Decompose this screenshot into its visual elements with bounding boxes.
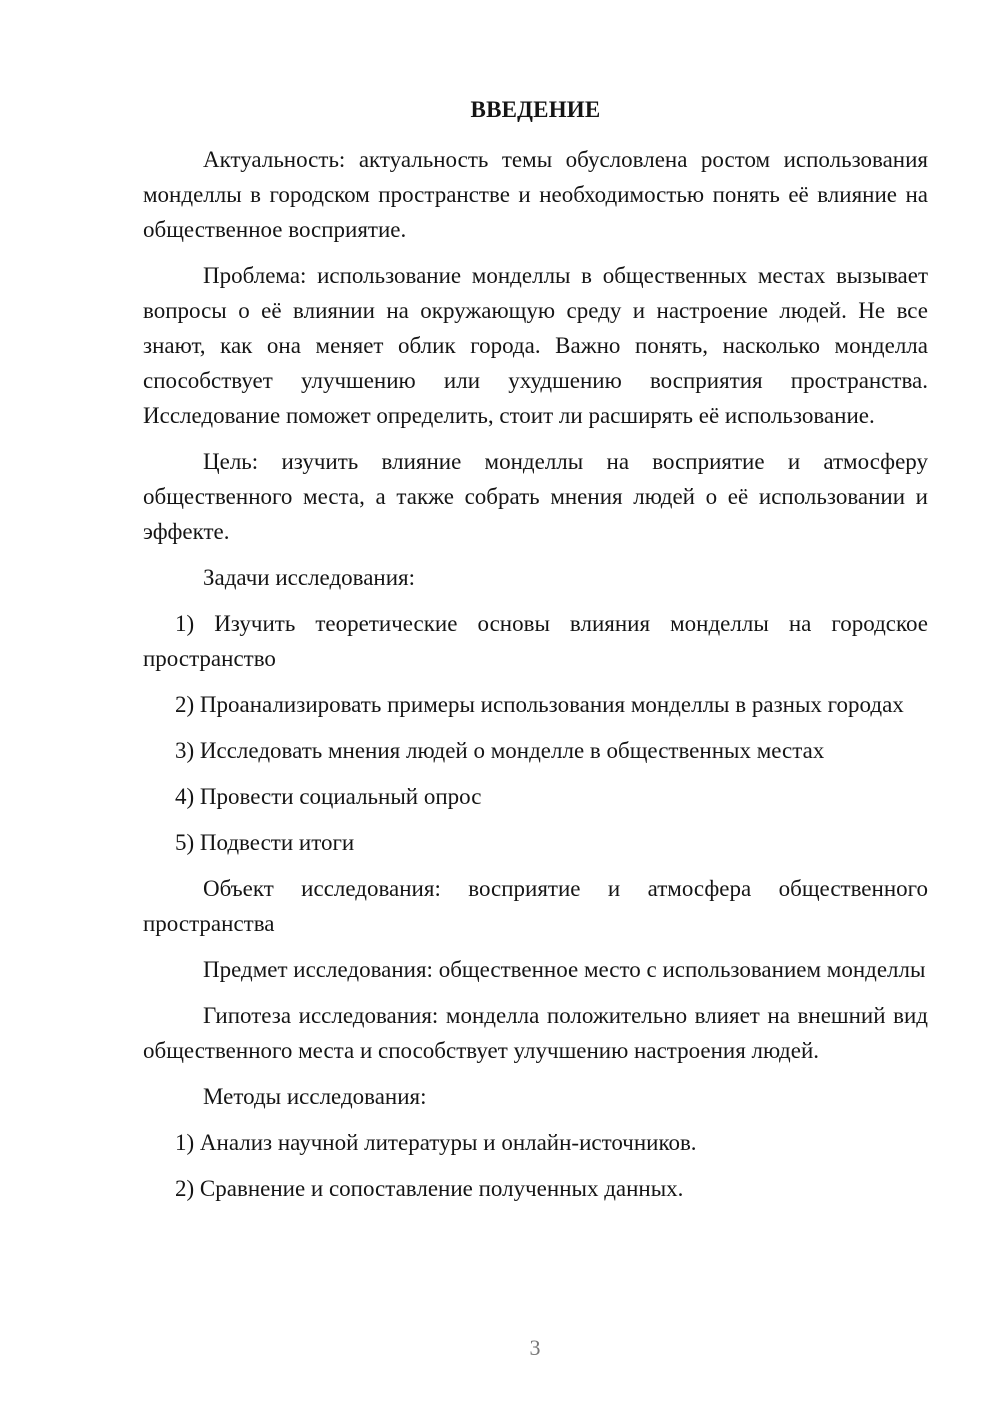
list-item-method-1: 1) Анализ научной литературы и онлайн-источников. — [175, 1130, 697, 1155]
list-item-task-1: 1) Изучить теоретические основы влияния монделлы на городское пространство — [143, 611, 928, 671]
tasks-heading: Задачи исследования: — [203, 565, 416, 590]
paragraph-subject: Предмет исследования: общественное место с использованием монделлы — [203, 957, 926, 982]
methods-heading: Методы исследования: — [203, 1084, 427, 1109]
list-item-method-2: 2) Сравнение и сопоставление полученных данных. — [175, 1176, 684, 1201]
list-item-task-3: 3) Исследовать мнения людей о монделле в общественных местах — [175, 738, 825, 763]
paragraph-problem: Проблема: использование монделлы в общественных местах вызывает вопросы о её влиянии на окружающую среду и настроение людей. Не все знают, как она меняет облик города. Важно понять, насколько монделла способствует улучшению или ухудшению восприятия пространства. Исследование поможет определить, стоит ли расширять её использование. — [143, 263, 928, 428]
paragraph-object: Объект исследования: восприятие и атмосфера общественного пространства — [143, 876, 928, 936]
paragraph-goal: Цель: изучить влияние монделлы на восприятие и атмосферу общественного места, а также собрать мнения людей о её использовании и эффекте. — [143, 449, 928, 544]
paragraph-relevance: Актуальность: актуальность темы обусловлена ростом использования монделлы в городском пространстве и необходимостью понять её влияние на общественное восприятие. — [143, 147, 928, 242]
list-item-task-5: 5) Подвести итоги — [175, 830, 355, 855]
list-item-task-2: 2) Проанализировать примеры использования монделлы в разных городах — [175, 692, 904, 717]
paragraph-hypothesis: Гипотеза исследования: монделла положительно влияет на внешний вид общественного места и способствует улучшению настроения людей. — [143, 1003, 928, 1063]
list-item-task-4: 4) Провести социальный опрос — [175, 784, 482, 809]
page-content — [143, 95, 928, 1206]
page-title: ВВЕДЕНИЕ — [470, 97, 601, 122]
page-number: 3 — [529, 1335, 541, 1360]
